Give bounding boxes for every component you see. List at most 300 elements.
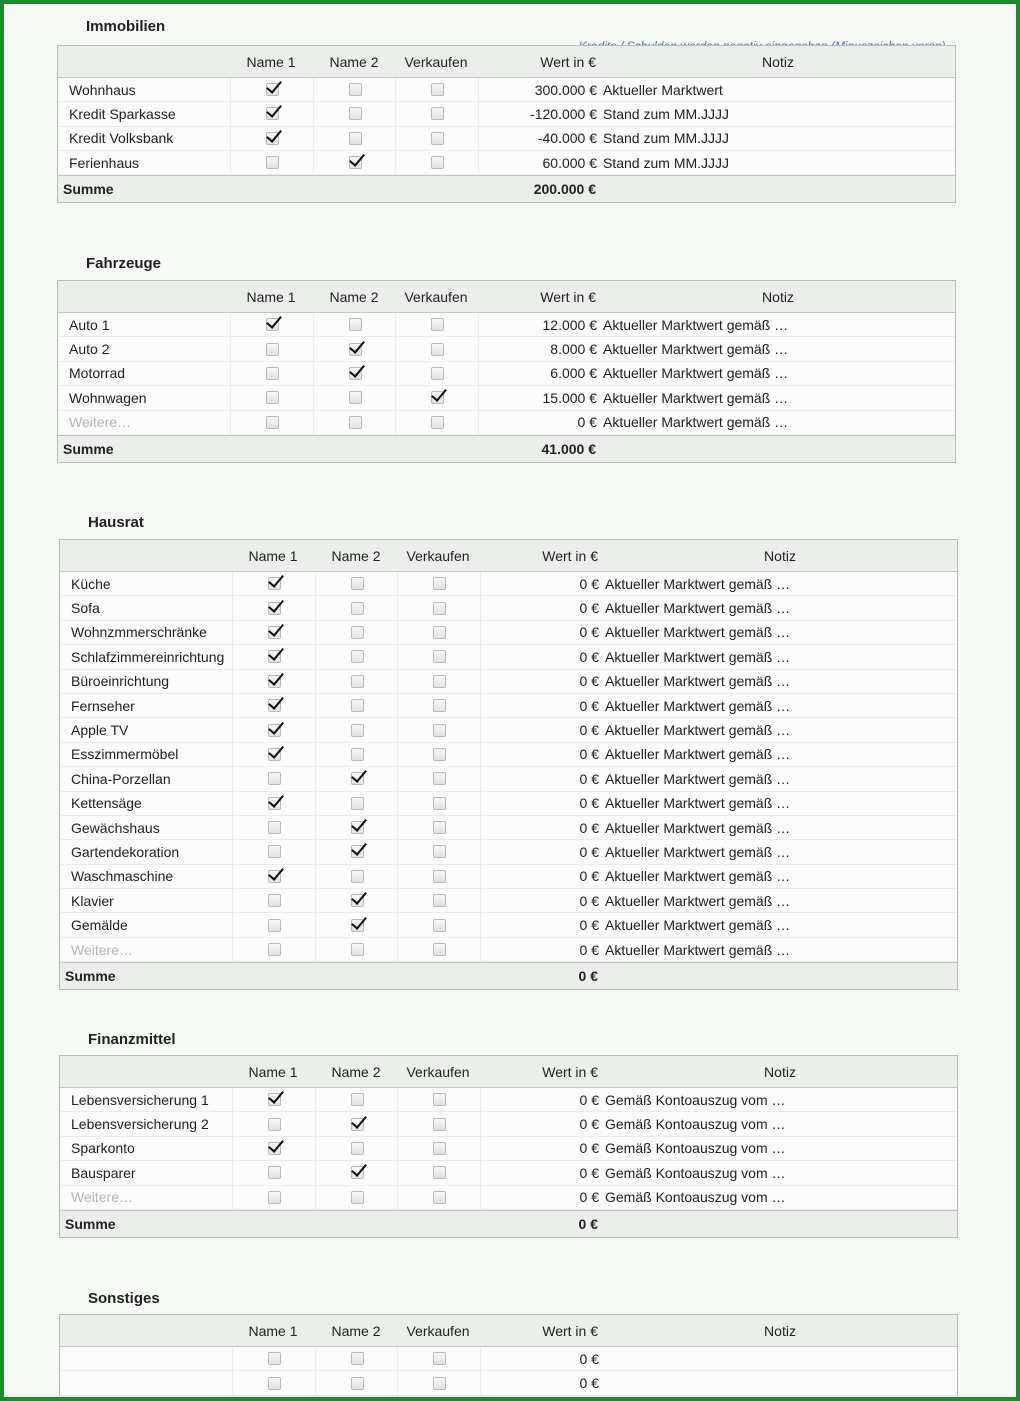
name2-checkbox[interactable] (351, 699, 364, 712)
row-label[interactable] (71, 1371, 231, 1394)
name1-checkbox[interactable] (268, 1142, 281, 1155)
sell-checkbox-cell (395, 313, 478, 336)
row-note[interactable]: Aktueller Marktwert gemäß … (603, 316, 789, 333)
section-table (59, 1314, 958, 1396)
table-row (60, 1088, 957, 1112)
name1-checkbox[interactable] (268, 894, 281, 907)
name1-checkbox-cell (232, 694, 315, 717)
header-name1: Name 1 (248, 547, 298, 564)
row-label[interactable]: Wohnwagen (69, 389, 147, 406)
name1-checkbox[interactable] (268, 1352, 281, 1365)
table-header (58, 46, 955, 78)
table-row (58, 362, 955, 386)
name1-checkbox-cell (230, 127, 313, 150)
sum-row (60, 962, 957, 989)
sell-checkbox-cell (397, 889, 480, 912)
sell-checkbox[interactable] (433, 943, 446, 956)
name2-checkbox-cell (315, 1186, 398, 1209)
row-label[interactable]: Gewächshaus (71, 819, 160, 836)
row-note[interactable]: Gemäß Kontoauszug vom … (605, 1091, 786, 1108)
name2-checkbox[interactable] (351, 675, 364, 688)
table-row (60, 1112, 957, 1136)
name1-checkbox-cell (232, 913, 315, 936)
sell-checkbox[interactable] (433, 577, 446, 590)
row-note[interactable]: Aktueller Marktwert gemäß … (605, 941, 791, 958)
section-title: Finanzmittel (88, 1031, 176, 1048)
sum-value: 200.000 € (533, 181, 596, 198)
row-value[interactable]: 0 € (480, 596, 599, 619)
sell-checkbox-cell (397, 1161, 480, 1184)
name1-checkbox[interactable] (268, 675, 281, 688)
sell-checkbox-cell (397, 840, 480, 863)
row-label[interactable]: Weitere… (71, 1189, 133, 1206)
row-label[interactable]: Wohnzmmerschränke (71, 624, 207, 641)
name2-checkbox[interactable] (351, 821, 364, 834)
name2-checkbox[interactable] (351, 772, 364, 785)
sell-checkbox[interactable] (431, 391, 444, 404)
name2-checkbox[interactable] (351, 602, 364, 615)
sell-checkbox[interactable] (431, 416, 444, 429)
row-note[interactable]: Aktueller Marktwert gemäß … (605, 795, 791, 812)
row-note[interactable]: Gemäß Kontoauszug vom … (605, 1140, 786, 1157)
sell-checkbox-cell (395, 127, 478, 150)
name1-checkbox-cell (232, 767, 315, 790)
name2-checkbox-cell (315, 1112, 398, 1135)
row-value[interactable]: 0 € (478, 411, 597, 434)
row-label[interactable]: Kredit Volksbank (69, 130, 174, 147)
sell-checkbox[interactable] (433, 1191, 446, 1204)
row-note[interactable]: Aktueller Marktwert gemäß … (605, 600, 791, 617)
name2-checkbox-cell (315, 865, 398, 888)
name1-checkbox[interactable] (268, 1377, 281, 1390)
table-row (60, 670, 957, 694)
name2-checkbox-cell (315, 1137, 398, 1160)
table-row (60, 621, 957, 645)
row-note[interactable] (605, 1371, 945, 1394)
sum-row (58, 435, 955, 462)
name2-checkbox[interactable] (351, 797, 364, 810)
sum-label: Summe (63, 440, 114, 457)
sell-checkbox[interactable] (431, 156, 444, 169)
row-label[interactable]: Weitere… (69, 414, 131, 431)
row-value[interactable]: 0 € (480, 1112, 599, 1135)
row-label[interactable]: Küche (71, 575, 111, 592)
row-note[interactable]: Gemäß Kontoauszug vom … (605, 1116, 786, 1133)
sell-checkbox[interactable] (433, 699, 446, 712)
row-value[interactable]: 0 € (480, 1371, 599, 1394)
row-note[interactable]: Aktueller Marktwert gemäß … (603, 389, 789, 406)
row-label[interactable]: Waschmaschine (71, 868, 174, 885)
header-verkaufen: Verkaufen (406, 547, 470, 564)
name1-checkbox-cell (232, 792, 315, 815)
sell-checkbox-cell (397, 1137, 480, 1160)
name1-checkbox[interactable] (268, 870, 281, 883)
name2-checkbox-cell (315, 645, 398, 668)
sell-checkbox[interactable] (433, 1377, 446, 1390)
name1-checkbox[interactable] (266, 367, 279, 380)
sell-checkbox[interactable] (433, 748, 446, 761)
name1-checkbox-cell (232, 1088, 315, 1111)
name2-checkbox[interactable] (349, 318, 362, 331)
header-value: Wert in € (542, 1322, 598, 1339)
sell-checkbox[interactable] (431, 343, 444, 356)
row-value[interactable]: 0 € (480, 670, 599, 693)
sell-checkbox[interactable] (431, 132, 444, 145)
name1-checkbox[interactable] (268, 821, 281, 834)
row-value[interactable]: -40.000 € (478, 127, 597, 150)
sell-checkbox-cell (395, 386, 478, 409)
header-verkaufen: Verkaufen (404, 288, 468, 305)
row-value[interactable]: 0 € (480, 572, 599, 595)
row-value[interactable]: 15.000 € (478, 386, 597, 409)
table-row (60, 913, 957, 937)
sell-checkbox-cell (397, 1186, 480, 1209)
table-row (60, 596, 957, 620)
row-value[interactable]: 0 € (480, 865, 599, 888)
sell-checkbox-cell (397, 621, 480, 644)
row-label[interactable]: Ferienhaus (69, 154, 140, 171)
row-note[interactable]: Aktueller Marktwert gemäß … (605, 746, 791, 763)
name2-checkbox[interactable] (349, 391, 362, 404)
header-note: Notiz (762, 288, 794, 305)
row-value[interactable]: 0 € (480, 792, 599, 815)
table-row (58, 151, 955, 175)
sell-checkbox[interactable] (433, 845, 446, 858)
row-note[interactable]: Aktueller Marktwert gemäß … (605, 770, 791, 787)
section-title: Immobilien (86, 18, 166, 35)
sell-checkbox-cell (397, 1088, 480, 1111)
sell-checkbox-cell (397, 1371, 480, 1394)
row-label[interactable]: Weitere… (71, 941, 133, 958)
name2-checkbox-cell (315, 1161, 398, 1184)
row-note[interactable]: Aktueller Marktwert gemäß … (605, 868, 791, 885)
table-header (60, 1056, 957, 1088)
row-value[interactable]: 0 € (480, 889, 599, 912)
row-value[interactable]: 6.000 € (478, 362, 597, 385)
table-row (60, 1186, 957, 1210)
row-label[interactable]: Gemälde (71, 917, 128, 934)
name2-checkbox[interactable] (351, 1166, 364, 1179)
name2-checkbox[interactable] (351, 870, 364, 883)
name1-checkbox[interactable] (268, 797, 281, 810)
row-label[interactable]: Wohnhaus (69, 81, 136, 98)
name1-checkbox-cell (232, 889, 315, 912)
sell-checkbox[interactable] (433, 821, 446, 834)
name1-checkbox[interactable] (268, 772, 281, 785)
row-label[interactable]: China-Porzellan (71, 770, 171, 787)
name1-checkbox[interactable] (268, 650, 281, 663)
name2-checkbox-cell (313, 127, 396, 150)
name1-checkbox[interactable] (268, 943, 281, 956)
row-value[interactable]: -120.000 € (478, 102, 597, 125)
row-note[interactable]: Aktueller Marktwert gemäß … (605, 819, 791, 836)
row-label[interactable]: Schlafzimmereinrichtung (71, 648, 225, 665)
row-label[interactable]: Gartendekoration (71, 843, 180, 860)
header-value: Wert in € (542, 1063, 598, 1080)
sell-checkbox-cell (397, 1112, 480, 1135)
row-label[interactable] (71, 1347, 231, 1370)
table-row (60, 816, 957, 840)
row-note[interactable]: Aktueller Marktwert gemäß … (605, 673, 791, 690)
name1-checkbox[interactable] (268, 748, 281, 761)
name2-checkbox[interactable] (351, 748, 364, 761)
name2-checkbox[interactable] (349, 107, 362, 120)
name2-checkbox[interactable] (351, 845, 364, 858)
row-value[interactable]: 60.000 € (478, 151, 597, 174)
row-value[interactable]: 0 € (480, 816, 599, 839)
row-label[interactable]: Kredit Sparkasse (69, 105, 176, 122)
name2-checkbox[interactable] (351, 1377, 364, 1390)
name2-checkbox-cell (313, 386, 396, 409)
row-label[interactable]: Klavier (71, 892, 114, 909)
name1-checkbox[interactable] (268, 1191, 281, 1204)
row-label[interactable]: Auto 2 (69, 341, 110, 358)
name2-checkbox-cell (313, 362, 396, 385)
row-label[interactable]: Motorrad (69, 365, 126, 382)
sell-checkbox[interactable] (431, 107, 444, 120)
row-value[interactable]: 0 € (480, 694, 599, 717)
name2-checkbox-cell (315, 743, 398, 766)
row-note[interactable]: Stand zum MM.JJJJ (603, 130, 730, 147)
row-value[interactable]: 0 € (480, 1347, 599, 1370)
name2-checkbox[interactable] (351, 577, 364, 590)
row-note[interactable]: Stand zum MM.JJJJ (603, 105, 730, 122)
sell-checkbox-cell (395, 337, 478, 360)
row-note[interactable]: Aktueller Marktwert gemäß … (605, 917, 791, 934)
row-note[interactable]: Aktueller Marktwert gemäß … (605, 575, 791, 592)
row-note[interactable]: Aktueller Marktwert gemäß … (605, 648, 791, 665)
row-label[interactable]: Lebensversicherung 1 (71, 1091, 209, 1108)
sell-checkbox-cell (397, 792, 480, 815)
sell-checkbox[interactable] (433, 626, 446, 639)
section-table (59, 1055, 958, 1238)
row-label[interactable]: Büroeinrichtung (71, 673, 170, 690)
header-name2: Name 2 (329, 53, 379, 70)
name1-checkbox-cell (232, 865, 315, 888)
row-note[interactable]: Aktueller Marktwert (603, 81, 723, 98)
name2-checkbox-cell (315, 913, 398, 936)
table-row (58, 411, 955, 435)
name2-checkbox[interactable] (351, 650, 364, 663)
row-value[interactable]: 300.000 € (478, 78, 597, 101)
sell-checkbox[interactable] (433, 675, 446, 688)
sell-checkbox-cell (395, 411, 478, 434)
name1-checkbox[interactable] (268, 845, 281, 858)
row-label[interactable]: Bausparer (71, 1164, 136, 1181)
name2-checkbox[interactable] (351, 1142, 364, 1155)
row-note[interactable]: Aktueller Marktwert gemäß … (605, 697, 791, 714)
name1-checkbox[interactable] (266, 391, 279, 404)
name2-checkbox[interactable] (349, 416, 362, 429)
name2-checkbox-cell (315, 596, 398, 619)
name2-checkbox[interactable] (351, 894, 364, 907)
header-name1: Name 1 (248, 1322, 298, 1339)
name1-checkbox[interactable] (268, 626, 281, 639)
sum-value: 41.000 € (541, 440, 596, 457)
name1-checkbox[interactable] (266, 416, 279, 429)
row-value[interactable]: 0 € (480, 767, 599, 790)
row-value[interactable]: 0 € (480, 718, 599, 741)
name1-checkbox-cell (230, 386, 313, 409)
row-label[interactable]: Sofa (71, 600, 100, 617)
sum-label: Summe (65, 968, 116, 985)
sell-checkbox[interactable] (433, 772, 446, 785)
row-note[interactable] (605, 1347, 945, 1370)
sell-checkbox[interactable] (433, 650, 446, 663)
name1-checkbox[interactable] (268, 1093, 281, 1106)
sell-checkbox-cell (395, 78, 478, 101)
name2-checkbox[interactable] (351, 1118, 364, 1131)
row-note[interactable]: Aktueller Marktwert gemäß … (605, 843, 791, 860)
row-value[interactable]: 0 € (480, 1161, 599, 1184)
header-note: Notiz (764, 1063, 796, 1080)
section-title: Fahrzeuge (86, 255, 162, 272)
name2-checkbox[interactable] (351, 626, 364, 639)
name2-checkbox[interactable] (351, 724, 364, 737)
header-value: Wert in € (540, 288, 596, 305)
row-note[interactable]: Gemäß Kontoauszug vom … (605, 1189, 786, 1206)
sell-checkbox[interactable] (433, 1166, 446, 1179)
sell-checkbox[interactable] (433, 919, 446, 932)
table-row (60, 1371, 957, 1395)
name2-checkbox-cell (313, 102, 396, 125)
row-label[interactable]: Sparkonto (71, 1140, 135, 1157)
sell-checkbox[interactable] (433, 1118, 446, 1131)
name2-checkbox[interactable] (351, 919, 364, 932)
row-note[interactable]: Gemäß Kontoauszug vom … (605, 1164, 786, 1181)
name1-checkbox[interactable] (268, 1166, 281, 1179)
row-value[interactable]: 0 € (480, 1088, 599, 1111)
name1-checkbox[interactable] (266, 318, 279, 331)
section-table (57, 45, 956, 203)
table-row (60, 694, 957, 718)
table-row (60, 1347, 957, 1371)
name2-checkbox-cell (315, 670, 398, 693)
row-note[interactable]: Aktueller Marktwert gemäß … (603, 365, 789, 382)
sell-checkbox-cell (397, 572, 480, 595)
sell-checkbox[interactable] (433, 870, 446, 883)
name1-checkbox-cell (232, 670, 315, 693)
name2-checkbox-cell (315, 889, 398, 912)
row-value[interactable]: 0 € (480, 621, 599, 644)
name2-checkbox[interactable] (351, 1093, 364, 1106)
name2-checkbox[interactable] (349, 156, 362, 169)
name1-checkbox[interactable] (268, 1118, 281, 1131)
name1-checkbox-cell (232, 938, 315, 961)
name2-checkbox[interactable] (351, 943, 364, 956)
header-value: Wert in € (542, 547, 598, 564)
row-note[interactable]: Aktueller Marktwert gemäß … (603, 414, 789, 431)
name1-checkbox[interactable] (268, 724, 281, 737)
sell-checkbox-cell (395, 362, 478, 385)
sell-checkbox[interactable] (431, 367, 444, 380)
sell-checkbox[interactable] (433, 797, 446, 810)
row-label[interactable]: Fernseher (71, 697, 135, 714)
row-note[interactable]: Aktueller Marktwert gemäß … (605, 722, 791, 739)
sell-checkbox[interactable] (433, 1142, 446, 1155)
sum-value: 0 € (578, 968, 598, 985)
row-value[interactable]: 0 € (480, 1137, 599, 1160)
sell-checkbox[interactable] (433, 894, 446, 907)
sell-checkbox[interactable] (433, 602, 446, 615)
table-row (60, 1161, 957, 1185)
sell-checkbox[interactable] (433, 1093, 446, 1106)
sell-checkbox-cell (397, 694, 480, 717)
name1-checkbox[interactable] (266, 107, 279, 120)
name1-checkbox-cell (232, 1161, 315, 1184)
row-note[interactable]: Aktueller Marktwert gemäß … (605, 624, 791, 641)
sell-checkbox[interactable] (431, 318, 444, 331)
row-label[interactable]: Auto 1 (69, 316, 110, 333)
header-name2: Name 2 (331, 1322, 381, 1339)
name2-checkbox-cell (313, 78, 396, 101)
name1-checkbox-cell (232, 840, 315, 863)
row-value[interactable]: 12.000 € (478, 313, 597, 336)
sell-checkbox-cell (397, 596, 480, 619)
name2-checkbox-cell (315, 572, 398, 595)
row-value[interactable]: 8.000 € (478, 337, 597, 360)
sell-checkbox-cell (395, 102, 478, 125)
header-note: Notiz (764, 1322, 796, 1339)
row-label[interactable]: Apple TV (71, 722, 129, 739)
name1-checkbox[interactable] (268, 602, 281, 615)
sum-label: Summe (65, 1215, 116, 1232)
name1-checkbox-cell (232, 572, 315, 595)
table-row (60, 865, 957, 889)
name2-checkbox[interactable] (351, 1191, 364, 1204)
row-note[interactable]: Stand zum MM.JJJJ (603, 154, 730, 171)
name2-checkbox-cell (315, 1088, 398, 1111)
name2-checkbox-cell (315, 621, 398, 644)
name1-checkbox-cell (232, 1112, 315, 1135)
row-value[interactable]: 0 € (480, 913, 599, 936)
row-value[interactable]: 0 € (480, 743, 599, 766)
name1-checkbox[interactable] (268, 577, 281, 590)
row-label[interactable]: Lebensversicherung 2 (71, 1116, 209, 1133)
row-label[interactable]: Kettensäge (71, 795, 142, 812)
name1-checkbox[interactable] (266, 132, 279, 145)
section-title: Sonstiges (88, 1290, 160, 1307)
row-note[interactable]: Aktueller Marktwert gemäß … (603, 341, 789, 358)
name2-checkbox[interactable] (349, 367, 362, 380)
name1-checkbox[interactable] (266, 343, 279, 356)
row-value[interactable]: 0 € (480, 1186, 599, 1209)
name2-checkbox[interactable] (349, 83, 362, 96)
name2-checkbox[interactable] (349, 343, 362, 356)
name2-checkbox-cell (315, 792, 398, 815)
sell-checkbox[interactable] (433, 1352, 446, 1365)
sell-checkbox-cell (397, 670, 480, 693)
sell-checkbox[interactable] (431, 83, 444, 96)
name2-checkbox[interactable] (349, 132, 362, 145)
row-value[interactable]: 0 € (480, 840, 599, 863)
table-header (60, 540, 957, 572)
sell-checkbox[interactable] (433, 724, 446, 737)
header-name1: Name 1 (248, 1063, 298, 1080)
name2-checkbox[interactable] (351, 1352, 364, 1365)
row-note[interactable]: Aktueller Marktwert gemäß … (605, 892, 791, 909)
header-value: Wert in € (540, 53, 596, 70)
header-name2: Name 2 (331, 1063, 381, 1080)
name1-checkbox[interactable] (266, 83, 279, 96)
name1-checkbox[interactable] (266, 156, 279, 169)
name1-checkbox-cell (230, 151, 313, 174)
row-value[interactable]: 0 € (480, 645, 599, 668)
name1-checkbox[interactable] (268, 919, 281, 932)
row-label[interactable]: Esszimmermöbel (71, 746, 179, 763)
row-value[interactable]: 0 € (480, 938, 599, 961)
name1-checkbox[interactable] (268, 699, 281, 712)
